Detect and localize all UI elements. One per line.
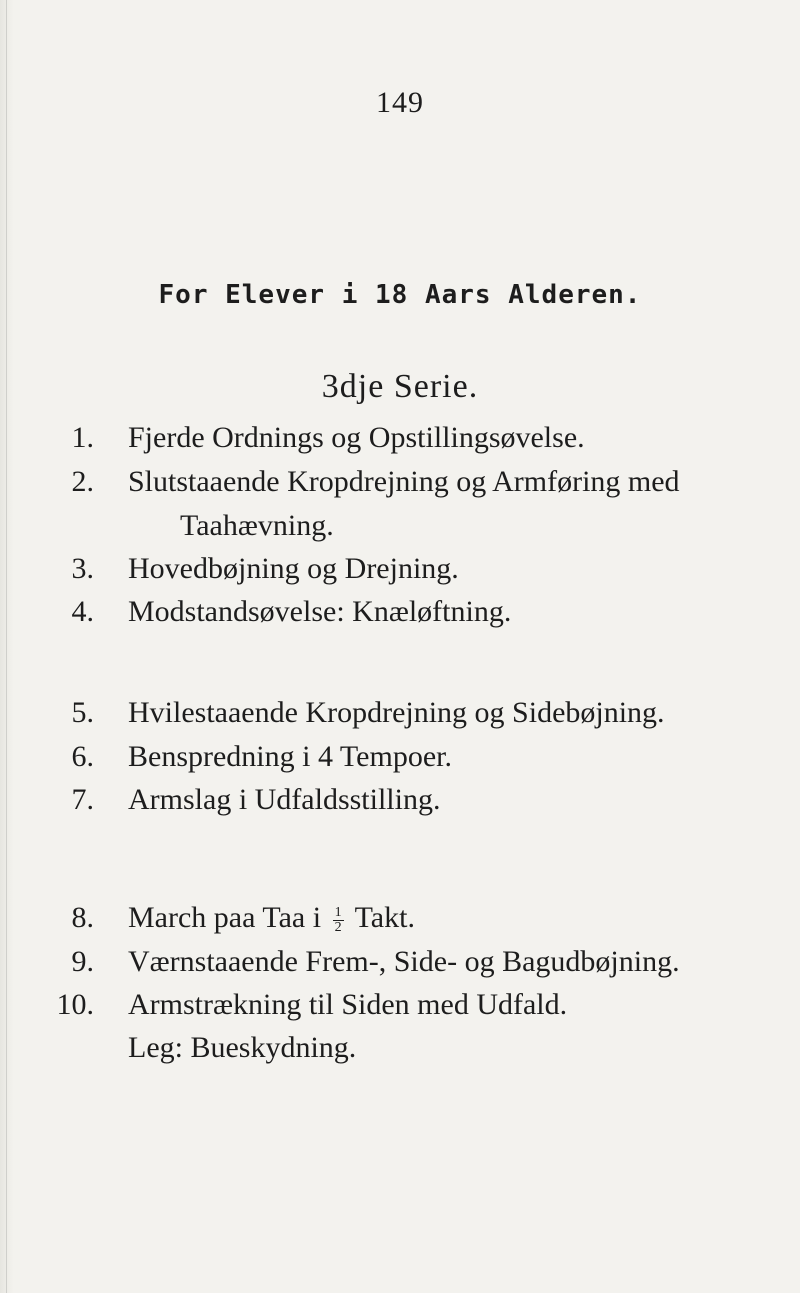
item-number: 2. <box>71 465 94 498</box>
fraction-numerator: 1 <box>334 904 342 920</box>
item-text <box>128 898 415 938</box>
item-number: 8. <box>71 901 94 934</box>
item-number: 4. <box>71 595 94 628</box>
fraction-denominator: 2 <box>334 919 342 935</box>
exercise-item <box>0 942 800 982</box>
item-text: Hvilestaaende Kropdrejning og Sidebøjning. <box>128 696 665 729</box>
page-number: 149 <box>376 86 424 119</box>
item-number: 3. <box>71 552 94 585</box>
item-text-after: Takt. <box>354 901 415 934</box>
page-edge-line <box>6 0 7 1293</box>
item-text-continuation: Taahævning. <box>180 509 334 542</box>
game-text: Leg: Bueskydning. <box>128 1031 357 1064</box>
item-text: Armstrækning til Siden med Udfald. <box>128 988 568 1021</box>
fraction <box>333 906 344 935</box>
exercise-item <box>0 898 800 938</box>
game-line <box>0 1028 800 1068</box>
item-text: Fjerde Ordnings og Opstillingsøvelse. <box>128 421 585 454</box>
item-text: Hovedbøjning og Drejning. <box>128 552 459 585</box>
exercise-item <box>0 985 800 1025</box>
item-number: 1. <box>71 421 94 454</box>
item-text-before: March paa Taa i <box>128 901 322 934</box>
exercise-item <box>0 462 800 502</box>
series-title: 3dje Serie. <box>321 368 479 405</box>
item-number: 6. <box>71 740 94 773</box>
exercise-item <box>0 693 800 733</box>
item-text: Værnstaaende Frem-, Side- og Bagudbøjning. <box>128 945 680 978</box>
section-heading: For Elever i 18 Aars Alderen. <box>158 280 642 310</box>
item-number: 9. <box>71 945 94 978</box>
item-number: 5. <box>71 696 94 729</box>
page-edge-shadow <box>0 0 14 1293</box>
item-text: Armslag i Udfaldsstilling. <box>128 783 441 816</box>
exercise-item <box>0 737 800 777</box>
exercise-item <box>0 549 800 589</box>
item-text: Benspredning i 4 Tempoer. <box>128 740 452 773</box>
exercise-item-continuation <box>0 506 800 546</box>
item-number: 7. <box>71 783 94 816</box>
exercise-item <box>0 592 800 632</box>
exercise-item <box>0 418 800 458</box>
item-number: 10. <box>56 988 94 1021</box>
item-text: Slutstaaende Kropdrejning og Armføring med <box>128 465 680 498</box>
exercise-item <box>0 780 800 820</box>
item-text: Modstandsøvelse: Knæløftning. <box>128 595 512 628</box>
